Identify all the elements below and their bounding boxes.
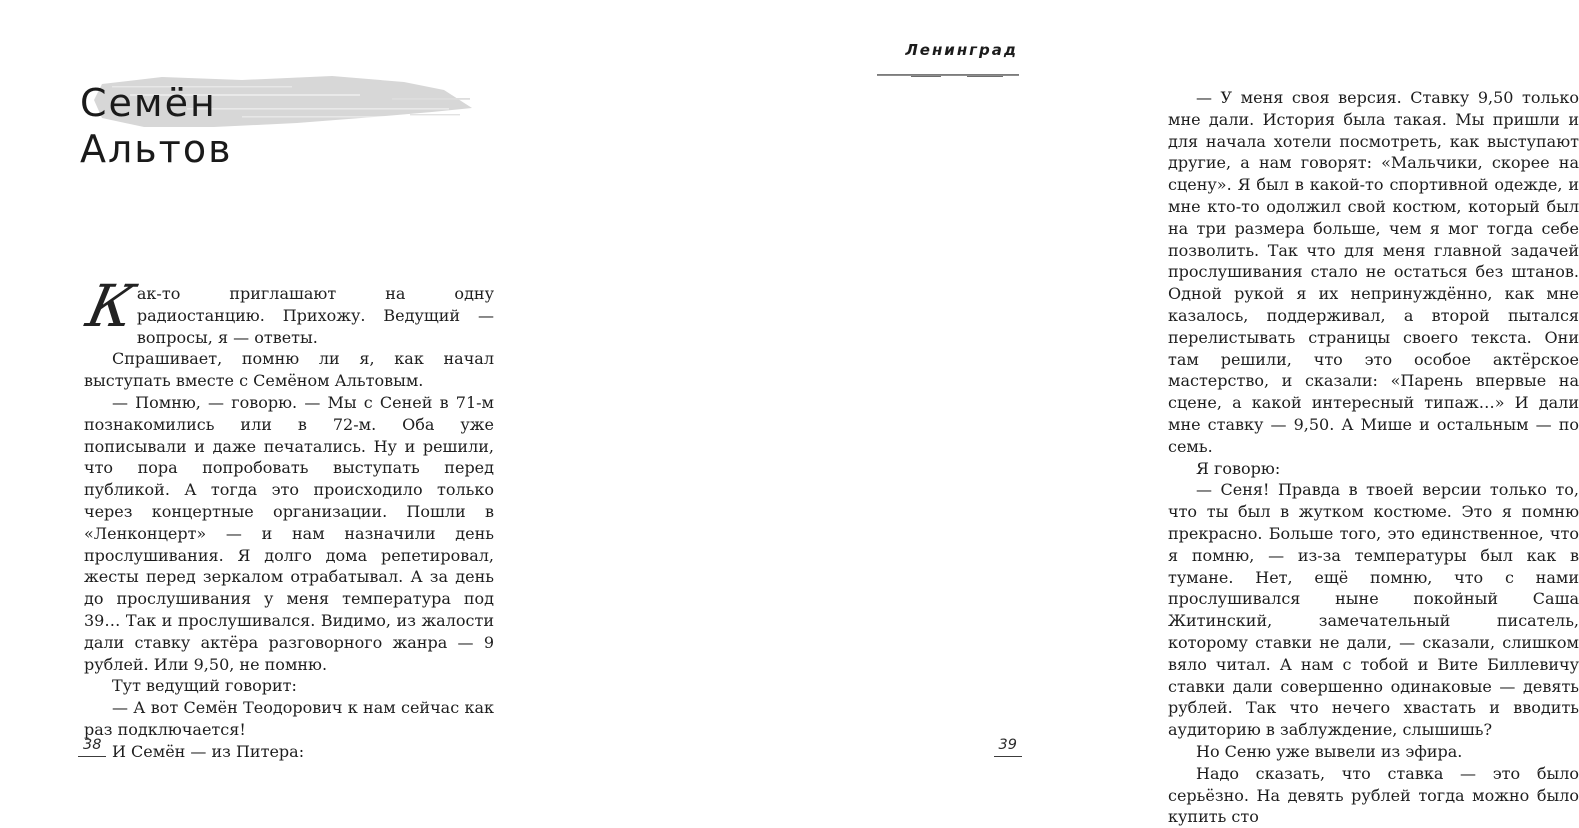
left-page-text [81,272,494,763]
page-number-right [994,737,1022,757]
body-paragraph: — Помню, — говорю. — Мы с Сеней в 71-м познакомились или в 72-м. Оба уже пописывали и даже печатались. Ну и решили, что пора попробовать выступать перед публикой. А тогда это происходило только через концертные организации. Пошли в «Ленконцерт» — и нам назначили день прослушивания. Я долго дома репетировал, жесты перед зеркалом отрабатывал. А за день до прослушивания у меня температура под 39… Так и прослушивался. Видимо, из жалости дали ставку актёра разговорного жанра — 9 рублей. Или 9,50, не помню. [84,392,494,674]
drop-cap: К [81,272,141,340]
page-right [550,0,1579,827]
page-number: 39 [994,737,1022,757]
body-paragraph: Но Сеню уже вывели из эфира. [1196,741,1463,761]
chapter-title-line1: Семён [80,81,217,125]
paragraph-text: ак-то приглашают на одну радиостанцию. Прихожу. Ведущий — вопросы, я — ответы. [136,284,494,347]
chapter-title-line2: Альтов [80,127,233,171]
body-paragraph: И Семён — из Питера: [112,741,305,761]
body-paragraph: Надо сказать, что ставка — это было серьёзно. На девять рублей тогда можно было купить сто [1168,763,1579,827]
page-left [0,0,550,825]
rule-line-icon [877,73,1019,79]
body-paragraph: Спрашивает, помню ли я, как начал выступать вместе с Семёном Альтовым. [84,349,494,391]
chapter-title [80,80,232,172]
running-head: Ленинград [905,41,1018,59]
right-page-text [1168,87,1579,828]
body-paragraph: Я говорю: [1196,458,1281,478]
body-paragraph [81,272,494,348]
body-paragraph: — Сеня! Правда в твоей версии только то, что ты был в жутком костюме. Это я помню прекрасно. Больше того, это единственное, что я помню, — из-за температуры был как в тумане. Нет, ещё помню, что с нами прослушивался ныне покойный Саша Житинский, замечательный писатель, которому ставки не дали, — сказали, слишком вяло читал. А нам с тобой и Вите Биллевичу ставки дали совершенно одинаковые — девять рублей. Так что нечего хвастать и вводить аудиторию в заблуждение, слышишь? [1168,480,1579,740]
body-paragraph: — У меня своя версия. Ставку 9,50 только мне дали. История была такая. Мы пришли и для начала хотели посмотреть, как выступают другие, а нам говорят: «Мальчики, скорее на сцену». Я был в какой-то спортивной одежде, и мне кто-то одолжил свой костюм, который был на три размера больше, чем я мог тогда себе позволить. Так что для меня главной задачей прослушивания стало не остаться без штанов. Одной рукой я их непринуждённо, как мне казалось, поддерживал, а второй пытался перелистывать страницы своего текста. Они там решили, что это особое актёрское мастерство, и сказали: «Парень впервые на сцене, а какой интересный типаж…» И дали мне ставку — 9,50. А Мише и остальным — по семь. [1168,88,1579,456]
body-paragraph: — А вот Семён Теодорович к нам сейчас как раз подключается! [84,698,494,739]
running-head-rule [877,64,1019,83]
page-number: 38 [78,737,106,757]
page-number-left [78,737,106,757]
body-paragraph: Тут ведущий говорит: [112,676,297,696]
